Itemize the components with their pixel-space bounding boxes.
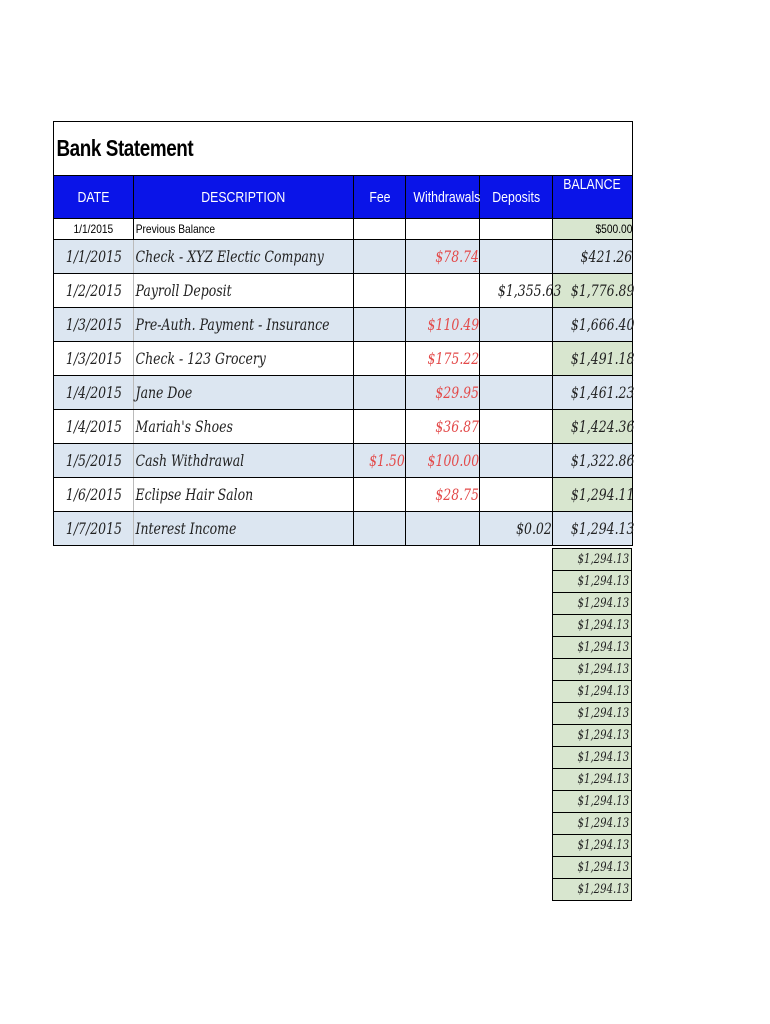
trailing-balance-text: $1,294.13 [577, 574, 629, 589]
description-cell[interactable] [134, 444, 354, 478]
balance-cell[interactable] [553, 410, 633, 444]
balance-text: $1,666.40 [570, 315, 635, 334]
date-cell[interactable] [54, 512, 134, 546]
transaction-row [54, 240, 633, 274]
withdrawal-text: $78.74 [435, 247, 479, 266]
trailing-balance-text: $1,294.13 [577, 596, 629, 611]
description-text: Jane Doe [135, 383, 193, 402]
description-text: Mariah's Shoes [135, 417, 233, 436]
fee-cell[interactable] [354, 512, 406, 546]
trailing-balance-cell[interactable] [553, 725, 632, 747]
trailing-balance-cell[interactable] [553, 791, 632, 813]
trailing-balance-row [553, 637, 632, 659]
trailing-balance-row [553, 791, 632, 813]
previous-withdrawal-cell[interactable] [406, 219, 480, 240]
date-text: 1/4/2015 [65, 417, 122, 436]
date-text: 1/4/2015 [65, 383, 122, 402]
trailing-balance-cell[interactable] [553, 593, 632, 615]
balance-text: $1,461.23 [570, 383, 635, 402]
trailing-balance-cell[interactable] [553, 615, 632, 637]
withdrawal-text: $28.75 [435, 485, 479, 504]
trailing-balance-row [553, 659, 632, 681]
description-cell[interactable] [134, 512, 354, 546]
date-text: 1/1/2015 [65, 247, 122, 266]
balance-text: $1,294.11 [570, 485, 635, 504]
trailing-balance-cell[interactable] [553, 549, 632, 571]
withdrawal-cell[interactable] [406, 274, 480, 308]
previous-description-cell[interactable]: Previous Balance [134, 219, 354, 240]
trailing-balance-text: $1,294.13 [577, 706, 629, 721]
trailing-balance-row [553, 835, 632, 857]
balance-cell[interactable] [553, 444, 633, 478]
description-text: Cash Withdrawal [135, 451, 245, 470]
withdrawal-text: $110.49 [427, 315, 479, 334]
transaction-row [54, 512, 633, 546]
trailing-balance-cell[interactable] [553, 813, 632, 835]
balance-text: $1,424.36 [570, 417, 635, 436]
fee-cell[interactable] [354, 376, 406, 410]
withdrawal-text: $29.95 [435, 383, 479, 402]
date-cell[interactable] [54, 444, 134, 478]
withdrawal-text: $175.22 [427, 349, 479, 368]
balance-cell[interactable] [553, 308, 633, 342]
trailing-balance-text: $1,294.13 [577, 618, 629, 633]
trailing-balance-cell[interactable] [553, 769, 632, 791]
date-text: 1/3/2015 [65, 349, 122, 368]
transaction-row [54, 478, 633, 512]
trailing-balance-cell[interactable] [553, 637, 632, 659]
trailing-balance-row [553, 857, 632, 879]
previous-fee-cell[interactable] [354, 219, 406, 240]
withdrawal-cell[interactable] [406, 342, 480, 376]
date-cell[interactable] [54, 308, 134, 342]
balance-cell[interactable] [553, 342, 633, 376]
withdrawal-cell[interactable] [406, 444, 480, 478]
deposit-text: $0.02 [516, 519, 552, 538]
trailing-balance-text: $1,294.13 [577, 552, 629, 567]
trailing-balance-row [553, 681, 632, 703]
bank-statement-table [53, 121, 633, 546]
trailing-balance-cell[interactable] [553, 835, 632, 857]
balance-cell[interactable] [553, 240, 633, 274]
description-text: Check - XYZ Electic Company [135, 247, 324, 266]
trailing-balance-cell[interactable] [553, 703, 632, 725]
trailing-balance-text: $1,294.13 [577, 640, 629, 655]
withdrawal-cell[interactable] [406, 410, 480, 444]
trailing-balance-cell[interactable] [553, 747, 632, 769]
date-cell[interactable] [54, 478, 134, 512]
fee-text: $1.50 [369, 451, 405, 470]
trailing-balance-text: $1,294.13 [577, 772, 629, 787]
header-description[interactable]: DESCRIPTION [134, 176, 354, 219]
description-text: Payroll Deposit [135, 281, 232, 300]
fee-cell[interactable] [354, 308, 406, 342]
previous-date-cell[interactable]: 1/1/2015 [54, 219, 134, 240]
balance-text: $1,294.13 [570, 519, 635, 538]
withdrawal-cell[interactable] [406, 308, 480, 342]
transaction-row [54, 444, 633, 478]
trailing-balance-text: $1,294.13 [577, 662, 629, 677]
trailing-balance-row [553, 879, 632, 901]
balance-text: $1,322.86 [570, 451, 635, 470]
trailing-balance-row [553, 703, 632, 725]
trailing-balance-row [553, 813, 632, 835]
deposit-text: $1,355.63 [497, 281, 562, 300]
deposit-cell[interactable] [480, 444, 553, 478]
withdrawal-cell[interactable] [406, 512, 480, 546]
trailing-balance-text: $1,294.13 [577, 728, 629, 743]
trailing-balance-text: $1,294.13 [577, 882, 629, 897]
title-cell [54, 122, 633, 176]
trailing-balance-row [553, 571, 632, 593]
date-cell[interactable] [54, 274, 134, 308]
transaction-row [54, 274, 633, 308]
deposit-cell[interactable] [480, 342, 553, 376]
trailing-balance-text: $1,294.13 [577, 816, 629, 831]
date-cell[interactable] [54, 376, 134, 410]
trailing-balance-cell[interactable] [553, 879, 632, 901]
date-cell[interactable] [54, 410, 134, 444]
deposit-cell[interactable] [480, 274, 562, 308]
date-cell[interactable] [54, 240, 134, 274]
balance-cell[interactable] [553, 512, 633, 546]
page-title: Bank Statement [56, 135, 194, 161]
trailing-balance-text: $1,294.13 [577, 750, 629, 765]
fee-cell[interactable] [354, 410, 406, 444]
trailing-balance-row [553, 747, 632, 769]
description-text: Eclipse Hair Salon [135, 485, 254, 504]
balance-cell[interactable] [553, 376, 633, 410]
balance-text: $421.26 [580, 247, 633, 266]
withdrawal-text: $100.00 [427, 451, 479, 470]
withdrawal-cell[interactable] [406, 478, 480, 512]
trailing-balance-cell[interactable] [553, 571, 632, 593]
deposit-cell[interactable] [480, 308, 553, 342]
header-balance[interactable]: BALANCE [553, 176, 633, 219]
fee-cell[interactable] [354, 274, 406, 308]
previous-deposit-cell[interactable] [480, 219, 553, 240]
balance-text: $1,776.89 [570, 281, 635, 300]
header-row [54, 176, 633, 219]
fee-cell[interactable] [354, 240, 406, 274]
description-cell[interactable] [134, 308, 354, 342]
trailing-balance-text: $1,294.13 [577, 838, 629, 853]
withdrawal-cell[interactable] [406, 376, 480, 410]
transaction-row [54, 410, 633, 444]
description-cell[interactable] [134, 410, 354, 444]
date-text: 1/3/2015 [65, 315, 122, 334]
fee-cell[interactable] [354, 478, 406, 512]
transaction-row [54, 308, 633, 342]
description-cell[interactable] [134, 274, 354, 308]
balance-cell[interactable] [553, 274, 633, 308]
date-cell[interactable] [54, 342, 134, 376]
trailing-balance-cell[interactable] [553, 681, 632, 703]
description-text: Check - 123 Grocery [135, 349, 266, 368]
withdrawal-cell[interactable] [406, 240, 480, 274]
previous-balance-row [54, 219, 633, 240]
trailing-balance-column [552, 548, 632, 901]
trailing-balance-row [553, 615, 632, 637]
description-text: Interest Income [135, 519, 237, 538]
header-fee[interactable]: Fee [354, 176, 406, 219]
balance-cell[interactable] [553, 478, 633, 512]
deposit-cell[interactable] [480, 240, 553, 274]
trailing-balance-text: $1,294.13 [577, 794, 629, 809]
trailing-balance-row [553, 725, 632, 747]
trailing-balance-row [553, 769, 632, 791]
fee-cell[interactable] [354, 342, 406, 376]
deposit-cell[interactable] [480, 410, 553, 444]
header-deposits[interactable]: Deposits [480, 176, 553, 219]
balance-text: $1,491.18 [570, 349, 635, 368]
description-cell[interactable] [134, 240, 354, 274]
trailing-balance-row [553, 549, 632, 571]
description-cell[interactable] [134, 376, 354, 410]
trailing-balance-text: $1,294.13 [577, 684, 629, 699]
trailing-balance-row [553, 593, 632, 615]
description-cell[interactable] [134, 342, 354, 376]
deposit-cell[interactable] [480, 376, 553, 410]
description-cell[interactable] [134, 478, 354, 512]
transaction-row [54, 376, 633, 410]
trailing-balance-cell[interactable] [553, 857, 632, 879]
date-text: 1/7/2015 [65, 519, 122, 538]
fee-cell[interactable] [354, 444, 406, 478]
date-text: 1/5/2015 [65, 451, 122, 470]
date-text: 1/2/2015 [65, 281, 122, 300]
trailing-balance-cell[interactable] [553, 659, 632, 681]
transaction-row [54, 342, 633, 376]
deposit-cell[interactable] [480, 512, 553, 546]
header-date[interactable]: DATE [54, 176, 134, 219]
previous-balance-cell[interactable]: $500.00 [553, 219, 633, 240]
withdrawal-text: $36.87 [435, 417, 479, 436]
date-text: 1/6/2015 [65, 485, 122, 504]
description-text: Pre-Auth. Payment - Insurance [135, 315, 330, 334]
trailing-balance-text: $1,294.13 [577, 860, 629, 875]
header-withdrawals[interactable]: Withdrawals [406, 176, 480, 219]
deposit-cell[interactable] [480, 478, 553, 512]
